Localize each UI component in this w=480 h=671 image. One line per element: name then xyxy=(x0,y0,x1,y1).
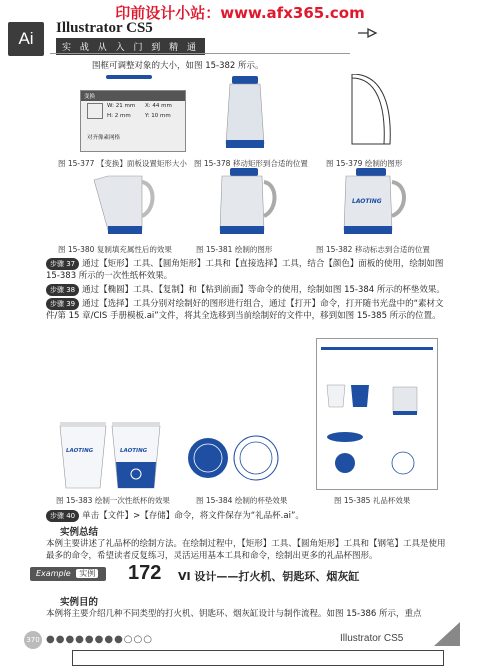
footer-brand: Illustrator CS5 xyxy=(340,633,404,644)
page-number: 370 xyxy=(24,631,42,649)
pointing-hand-icon xyxy=(356,26,378,40)
step-37 xyxy=(46,258,446,282)
ai-logo: Ai xyxy=(8,22,44,56)
example-label-cn: 实例 xyxy=(76,569,98,578)
step-badge: 步骤 38 xyxy=(46,284,79,296)
example-label: Example xyxy=(36,569,71,578)
transform-w: W: 21 mm xyxy=(107,103,136,109)
caption-15-385: 图 15-385 礼品杯效果 xyxy=(334,496,411,505)
thermos-with-handle-1 xyxy=(90,166,160,238)
transform-x: X: 44 mm xyxy=(145,103,172,109)
step-badge: 步骤 37 xyxy=(46,258,79,270)
step-badge: 步骤 39 xyxy=(46,298,79,310)
step-40 xyxy=(46,510,446,522)
intro-text: 围框可调整对象的大小，如图 15-382 所示。 xyxy=(92,61,264,71)
summary-heading: 实例总结 xyxy=(60,527,99,538)
caption-15-383: 图 15-383 绘制一次性纸杯的效果 xyxy=(56,496,170,505)
caption-15-378: 图 15-378 移动矩形到合适的位置 xyxy=(194,159,308,168)
cup-logo-text-2: LAOTING xyxy=(120,448,148,454)
example-title: VI 设计——打火机、钥匙环、烟灰缸 xyxy=(178,570,360,583)
layout-header-bar xyxy=(321,347,433,350)
handle-shape xyxy=(346,74,396,154)
transform-y: Y: 10 mm xyxy=(145,113,171,119)
caption-15-377: 图 15-377 【变换】面板设置矩形大小 xyxy=(58,159,187,168)
step-text: 通过【矩形】工具、【圆角矩形】工具和【直接选择】工具，结合【颜色】面板的使用，绘制如图 15-383 所示的一次性纸杯效果。 xyxy=(46,259,444,281)
footer-corner-shape xyxy=(434,622,460,646)
purpose-heading: 实例目的 xyxy=(60,597,99,608)
header-rule xyxy=(50,53,350,54)
step-text: 单击【文件】>【存储】命令，将文件保存为“礼品杯.ai”。 xyxy=(82,511,304,521)
transform-panel xyxy=(80,90,186,152)
summary-text: 本例主要讲述了礼品杯的绘制方法。在绘制过程中，【矩形】工具、【圆角矩形】工具和【钢笔】工具是使用最多的命令，希望读者反复练习，灵活运用基本工具和命令，绘制出更多的礼品杯图形。 xyxy=(46,539,446,561)
thermos-outline-1 xyxy=(222,74,268,154)
coasters xyxy=(186,422,282,494)
gift-cup-layout xyxy=(316,338,438,490)
caption-15-381: 图 15-381 绘制的图形 xyxy=(196,245,273,254)
transform-h: H: 2 mm xyxy=(107,113,131,119)
caption-15-382: 图 15-382 移动标志到合适的位置 xyxy=(316,245,430,254)
transform-panel-tab: 变换 xyxy=(81,91,185,101)
step-badge: 步骤 40 xyxy=(46,510,79,522)
reference-point-icon xyxy=(87,103,103,119)
caption-15-380: 图 15-380 复制填充属性后的效果 xyxy=(58,245,172,254)
book-subtitle: 实 战 从 入 门 到 精 通 xyxy=(56,38,205,55)
pixel-grid-checkbox-label: 对齐像素网格 xyxy=(87,135,121,141)
example-label-bar xyxy=(30,567,106,581)
footer-box xyxy=(72,650,444,666)
footer-dots: ●●●●●●●●○○○ xyxy=(46,634,153,645)
thermos-with-handle-2 xyxy=(210,166,280,238)
step-38 xyxy=(46,284,446,296)
paper-cups xyxy=(56,420,166,492)
step-text: 通过【选择】工具分别对绘制好的图形进行组合，通过【打开】命令，打开随书光盘中的“素材文件/第 15 章/CIS 手册模板.ai”文件，将其全选移到当前绘制好的文件中，移到如图 15-385 所示的位置。 xyxy=(46,299,444,321)
book-title: Illustrator CS5 xyxy=(56,20,153,36)
step-39 xyxy=(46,298,446,322)
caption-15-384: 图 15-384 绘制的杯垫效果 xyxy=(196,496,288,505)
purpose-text: 本例将主要介绍几种不同类型的打火机、钥匙环、烟灰缸设计与制作流程。如图 15-386 所示，重点 xyxy=(46,609,422,619)
cup-logo-text-1: LAOTING xyxy=(66,448,94,454)
layout-products xyxy=(321,379,433,485)
site-banner: 印前设计小站：www.afx365.com xyxy=(115,4,365,22)
caption-15-379: 图 15-379 绘制的图形 xyxy=(326,159,403,168)
example-number: 172 xyxy=(128,562,162,584)
step-text: 通过【椭圆】工具、【复制】和【粘到前面】等命令的使用，绘制如图 15-384 所示的杯垫效果。 xyxy=(82,285,445,295)
brand-logo-text: LAOTING xyxy=(352,198,382,205)
small-blue-rect xyxy=(106,75,152,79)
